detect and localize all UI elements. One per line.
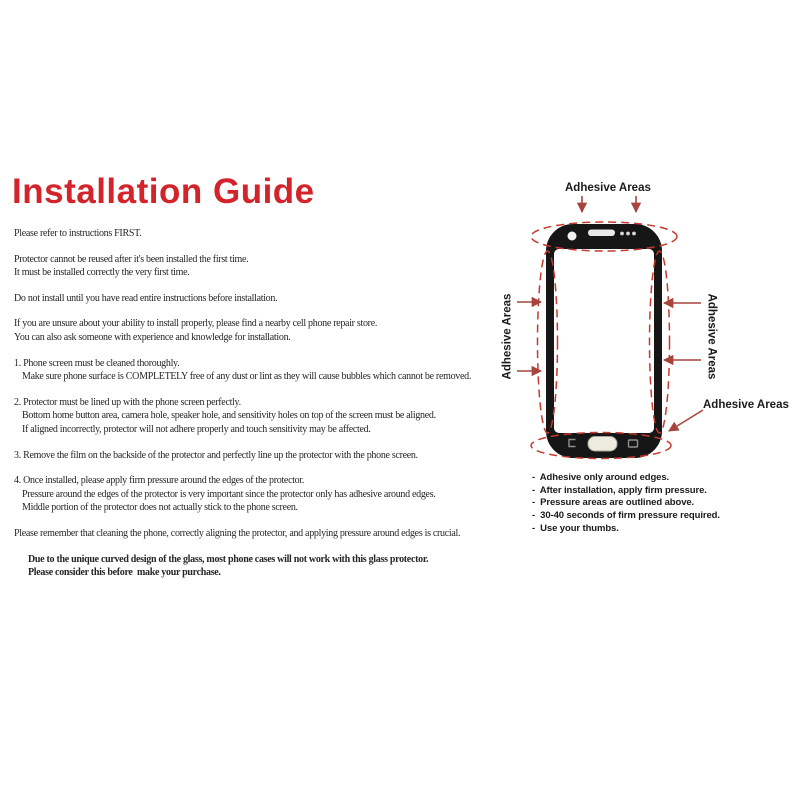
adhesive-label-left: Adhesive Areas [501,293,514,380]
earpiece-speaker-icon [588,230,615,237]
adhesive-outline-left [538,251,558,433]
instruction-line: Pressure around the edges of the protector is very important since the protector only has adhesive around edges. [22,488,436,500]
instruction-line: 1. Phone screen must be cleaned thoroughly. [14,357,180,369]
pressure-notes-list [532,472,720,536]
instruction-line: 2. Protector must be lined up with the phone screen perfectly. [14,396,241,408]
home-button-icon [588,437,617,452]
instruction-line: Please refer to instructions FIRST. [14,228,142,239]
instruction-line: Protector cannot be reused after it's been installed the first time. [14,253,249,265]
arrow-bottom-right-icon [669,410,703,431]
instruction-paragraph [14,449,534,463]
phone-screen [554,249,654,433]
instruction-paragraph [14,253,534,280]
adhesive-outline-bottom [531,433,671,459]
instruction-line: It must be installed correctly the very first time. [14,267,190,279]
instruction-line: You can also ask someone with experience and knowledge for installation. [14,331,291,343]
instruction-line: If aligned incorrectly, protector will not adhere properly and touch sensitivity may be affected. [22,423,371,435]
note-item: - Adhesive only around edges. [532,472,670,483]
instruction-line: 3. Remove the film on the backside of the protector and perfectly line up the protector with the phone screen. [14,449,418,461]
instruction-line: 4. Once installed, please apply firm pressure around the edges of the protector. [14,475,305,487]
instruction-paragraph [14,357,534,384]
front-camera-icon [568,232,577,241]
note-item: - After installation, apply firm pressure. [532,484,707,496]
instructions-text [14,227,534,580]
instruction-line: If you are unsure about your ability to install properly, please find a nearby cell phone repair store. [14,318,378,330]
back-key-icon [569,440,576,447]
instruction-line: Do not install until you have read entire instructions before installation. [14,292,278,304]
adhesive-outline-right [650,251,670,433]
adhesive-label-top: Adhesive Areas [565,182,651,194]
instruction-line: Bottom home button area, camera hole, speaker hole, and sensitivity holes on top of the screen must be aligned. [22,410,436,422]
page-title: Installation Guide [12,172,315,211]
instruction-line: Middle portion of the protector does not actually stick to the phone screen. [22,502,298,514]
note-item: - Pressure areas are outlined above. [532,497,695,509]
instruction-paragraph [14,396,534,437]
instruction-paragraph [14,292,534,306]
recents-key-icon [629,440,638,447]
instruction-line: Due to the unique curved design of the glass, most phone cases will not work with this glass protector. [28,553,429,565]
adhesive-pointer-arrows [517,196,703,431]
instruction-paragraph [14,227,534,241]
instruction-paragraph [14,474,534,515]
instruction-line: Please consider this before make your purchase. [28,567,221,579]
phone-body [546,224,662,458]
note-item: - 30-40 seconds of firm pressure required. [532,510,720,522]
instruction-line: Make sure phone surface is COMPLETELY free of any dust or lint as they will cause bubbles which cannot be removed. [22,371,472,383]
adhesive-label-bottom-right: Adhesive Areas [703,399,789,411]
instruction-paragraph [14,553,534,580]
note-item: - Use your thumbs. [532,522,619,534]
instruction-line: Please remember that cleaning the phone, correctly aligning the protector, and applying pressure around edges is crucial. [14,527,461,539]
adhesive-label-right: Adhesive Areas [705,293,718,380]
adhesive-outline-ellipses [531,222,677,459]
instruction-paragraph [14,317,534,344]
instruction-paragraph [14,527,534,541]
sensor-dots-icon [620,232,636,236]
adhesive-outline-top [531,222,677,251]
